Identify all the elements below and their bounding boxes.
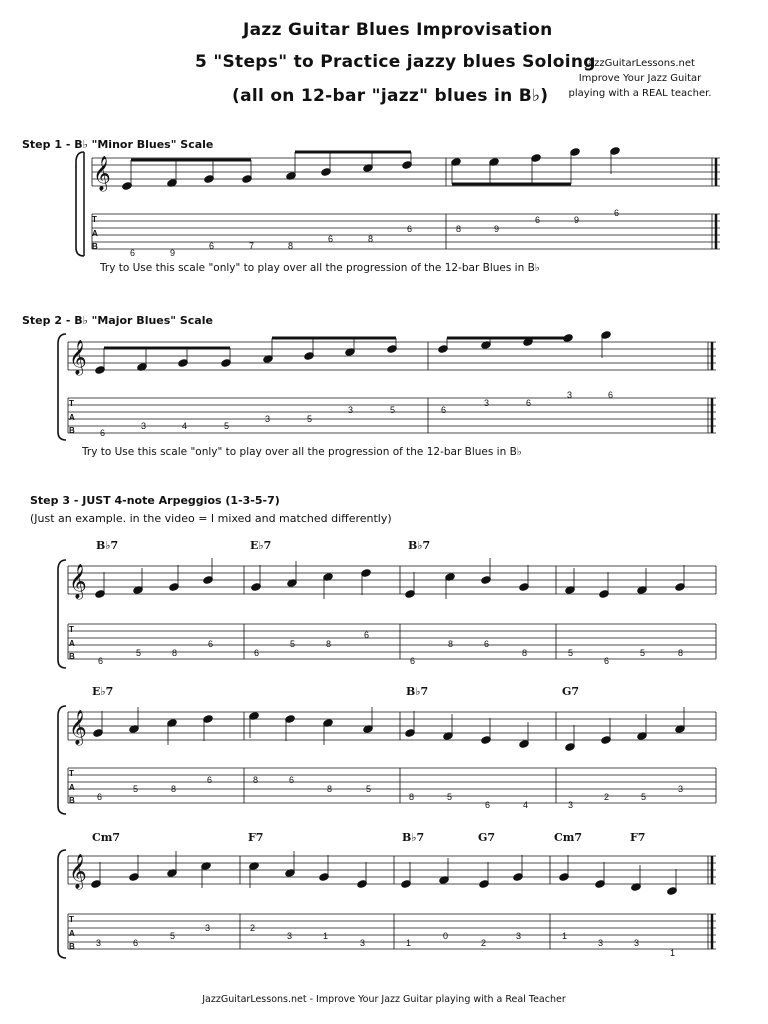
tab-number: 3 xyxy=(141,421,147,431)
tab-number: 5 xyxy=(390,405,396,415)
tab-label-b: B xyxy=(69,652,75,661)
tab-number: 6 xyxy=(364,630,370,640)
tab-number: 6 xyxy=(254,648,260,658)
chord-symbol: B♭7 xyxy=(402,831,425,844)
tab-number: 2 xyxy=(481,938,487,948)
tab-number: 0 xyxy=(443,931,449,941)
tab-number: 3 xyxy=(287,931,293,941)
footer: JazzGuitarLessons.net - Improve Your Jazz Guitar playing with a Real Teacher xyxy=(202,994,566,1005)
tab-label-t: T xyxy=(69,915,74,924)
tab-staff xyxy=(68,768,716,803)
tab-number: 9 xyxy=(170,248,176,258)
step-2-tab-numbers xyxy=(100,390,613,438)
tab-number: 6 xyxy=(98,656,104,666)
step-2-notes xyxy=(95,331,612,375)
tab-number: 3 xyxy=(678,784,684,794)
tab-numbers xyxy=(97,775,683,810)
tab-number: 5 xyxy=(133,784,139,794)
tab-number: 3 xyxy=(96,938,102,948)
tab-number: 8 xyxy=(456,224,462,234)
treble-clef-icon: 𝄞 xyxy=(69,710,87,745)
tab-number: 4 xyxy=(182,421,188,431)
tab-number: 8 xyxy=(522,648,528,658)
tab-number: 8 xyxy=(172,648,178,658)
tab-number: 6 xyxy=(130,248,136,258)
staff xyxy=(68,856,716,884)
side-note-line-1: Improve Your Jazz Guitar xyxy=(578,73,702,84)
tab-number: 3 xyxy=(516,931,522,941)
step-2-tab-staff xyxy=(68,398,716,433)
step-3-system-b xyxy=(58,685,716,814)
tab-number: 1 xyxy=(670,948,676,958)
tab-label-a: A xyxy=(92,229,98,238)
tab-label-b: B xyxy=(92,242,98,251)
tab-label-b: B xyxy=(69,426,75,435)
tab-label-t: T xyxy=(69,769,74,778)
tab-label-t: T xyxy=(92,215,97,224)
chord-symbol: F7 xyxy=(248,831,264,844)
title-line-1: Jazz Guitar Blues Improvisation xyxy=(243,20,553,40)
tab-number: 5 xyxy=(641,792,647,802)
treble-clef-icon: 𝄞 xyxy=(69,564,87,599)
tab-number: 9 xyxy=(574,215,580,225)
tab-number: 8 xyxy=(409,792,415,802)
tab-number: 8 xyxy=(368,234,374,244)
tab-number: 5 xyxy=(170,931,176,941)
step-3-subheading: (Just an example. in the video = I mixed and matched differently) xyxy=(30,512,392,525)
step-1-heading: Step 1 - B♭ "Minor Blues" Scale xyxy=(22,138,214,151)
chord-symbol: E♭7 xyxy=(250,539,272,552)
tab-number: 6 xyxy=(208,639,214,649)
chord-symbol: Cm7 xyxy=(92,831,121,844)
tab-number: 6 xyxy=(608,390,614,400)
tab-number: 5 xyxy=(224,421,230,431)
tab-number: 5 xyxy=(290,639,296,649)
tab-number: 8 xyxy=(326,639,332,649)
tab-number: 6 xyxy=(207,775,213,785)
tab-number: 5 xyxy=(640,648,646,658)
staff xyxy=(68,566,716,594)
tab-label-b: B xyxy=(69,942,75,951)
tab-number: 8 xyxy=(288,241,294,251)
tab-number: 2 xyxy=(250,923,256,933)
chord-symbol: E♭7 xyxy=(92,685,114,698)
chord-symbol: B♭7 xyxy=(408,539,431,552)
tab-staff xyxy=(68,914,716,949)
tab-number: 6 xyxy=(97,792,103,802)
chord-symbol: G7 xyxy=(478,831,496,844)
tab-label-b: B xyxy=(69,796,75,805)
step-2-instruction: Try to Use this scale "only" to play over all the progression of the 12-bar Blues in B♭ xyxy=(82,446,522,458)
tab-number: 3 xyxy=(598,938,604,948)
step-3-system-a xyxy=(58,539,716,668)
tab-number: 8 xyxy=(171,784,177,794)
tab-number: 3 xyxy=(634,938,640,948)
arpeggio-notes xyxy=(95,558,686,599)
tab-number: 6 xyxy=(484,639,490,649)
tab-numbers xyxy=(98,630,683,666)
step-1-notes xyxy=(122,147,621,191)
tab-number: 6 xyxy=(485,800,491,810)
tab-number: 1 xyxy=(406,938,412,948)
treble-clef-icon: 𝄞 xyxy=(93,156,111,191)
chord-symbol: G7 xyxy=(562,685,580,698)
tab-number: 6 xyxy=(441,405,447,415)
tab-number: 5 xyxy=(568,648,574,658)
step-1-tab-numbers xyxy=(130,208,619,258)
chord-symbol: B♭7 xyxy=(96,539,119,552)
tab-number: 8 xyxy=(678,648,684,658)
tab-number: 3 xyxy=(568,800,574,810)
tab-number: 8 xyxy=(448,639,454,649)
treble-clef-icon: 𝄞 xyxy=(69,340,87,375)
tab-number: 6 xyxy=(407,224,413,234)
tab-number: 2 xyxy=(604,792,610,802)
tab-label-a: A xyxy=(69,413,75,422)
step-3-system-c xyxy=(58,831,716,958)
tab-staff xyxy=(68,624,716,659)
tab-number: 6 xyxy=(604,656,610,666)
tab-number: 9 xyxy=(494,224,500,234)
tab-number: 3 xyxy=(484,398,490,408)
step-1-system xyxy=(76,147,720,258)
tab-number: 5 xyxy=(136,648,142,658)
tab-number: 6 xyxy=(535,215,541,225)
arpeggio-notes xyxy=(93,707,686,751)
tab-number: 6 xyxy=(328,234,334,244)
step-1-instruction: Try to Use this scale "only" to play over all the progression of the 12-bar Blues in B♭ xyxy=(100,262,540,274)
tab-label-a: A xyxy=(69,783,75,792)
tab-label-t: T xyxy=(69,399,74,408)
title-line-3: (all on 12-bar "jazz" blues in B♭) xyxy=(232,86,549,106)
tab-number: 6 xyxy=(614,208,620,218)
tab-number: 4 xyxy=(523,800,529,810)
treble-clef-icon: 𝄞 xyxy=(69,854,87,889)
tab-number: 1 xyxy=(323,931,329,941)
title-line-2: 5 "Steps" to Practice jazzy blues Soloing xyxy=(195,52,596,72)
chord-symbol: B♭7 xyxy=(406,685,429,698)
staff xyxy=(68,712,716,740)
chord-symbol: Cm7 xyxy=(554,831,583,844)
tab-number: 8 xyxy=(253,775,259,785)
tab-number: 3 xyxy=(360,938,366,948)
tab-number: 5 xyxy=(447,792,453,802)
tab-number: 6 xyxy=(100,428,106,438)
tab-number: 6 xyxy=(526,398,532,408)
tab-label-t: T xyxy=(69,625,74,634)
tab-number: 6 xyxy=(209,241,215,251)
tab-number: 1 xyxy=(562,931,568,941)
tab-number: 3 xyxy=(205,923,211,933)
arpeggio-notes xyxy=(91,851,678,895)
tab-number: 6 xyxy=(289,775,295,785)
step-2-heading: Step 2 - B♭ "Major Blues" Scale xyxy=(22,314,213,327)
tab-number: 3 xyxy=(265,414,271,424)
tab-number: 3 xyxy=(348,405,354,415)
site-name: JazzGuitarLessons.net xyxy=(585,58,695,69)
tab-label-a: A xyxy=(69,929,75,938)
side-note-line-2: playing with a REAL teacher. xyxy=(568,88,712,99)
tab-number: 6 xyxy=(410,656,416,666)
tab-number: 5 xyxy=(307,414,313,424)
tab-number: 5 xyxy=(366,784,372,794)
tab-number: 7 xyxy=(249,241,255,251)
step-3-heading: Step 3 - JUST 4-note Arpeggios (1-3-5-7) xyxy=(30,494,280,507)
step-1-tab-staff xyxy=(92,214,720,249)
chord-symbol: F7 xyxy=(630,831,646,844)
tab-number: 6 xyxy=(133,938,139,948)
step-2-system xyxy=(58,331,716,440)
tab-number: 3 xyxy=(567,390,573,400)
tab-label-a: A xyxy=(69,639,75,648)
tab-number: 8 xyxy=(327,784,333,794)
